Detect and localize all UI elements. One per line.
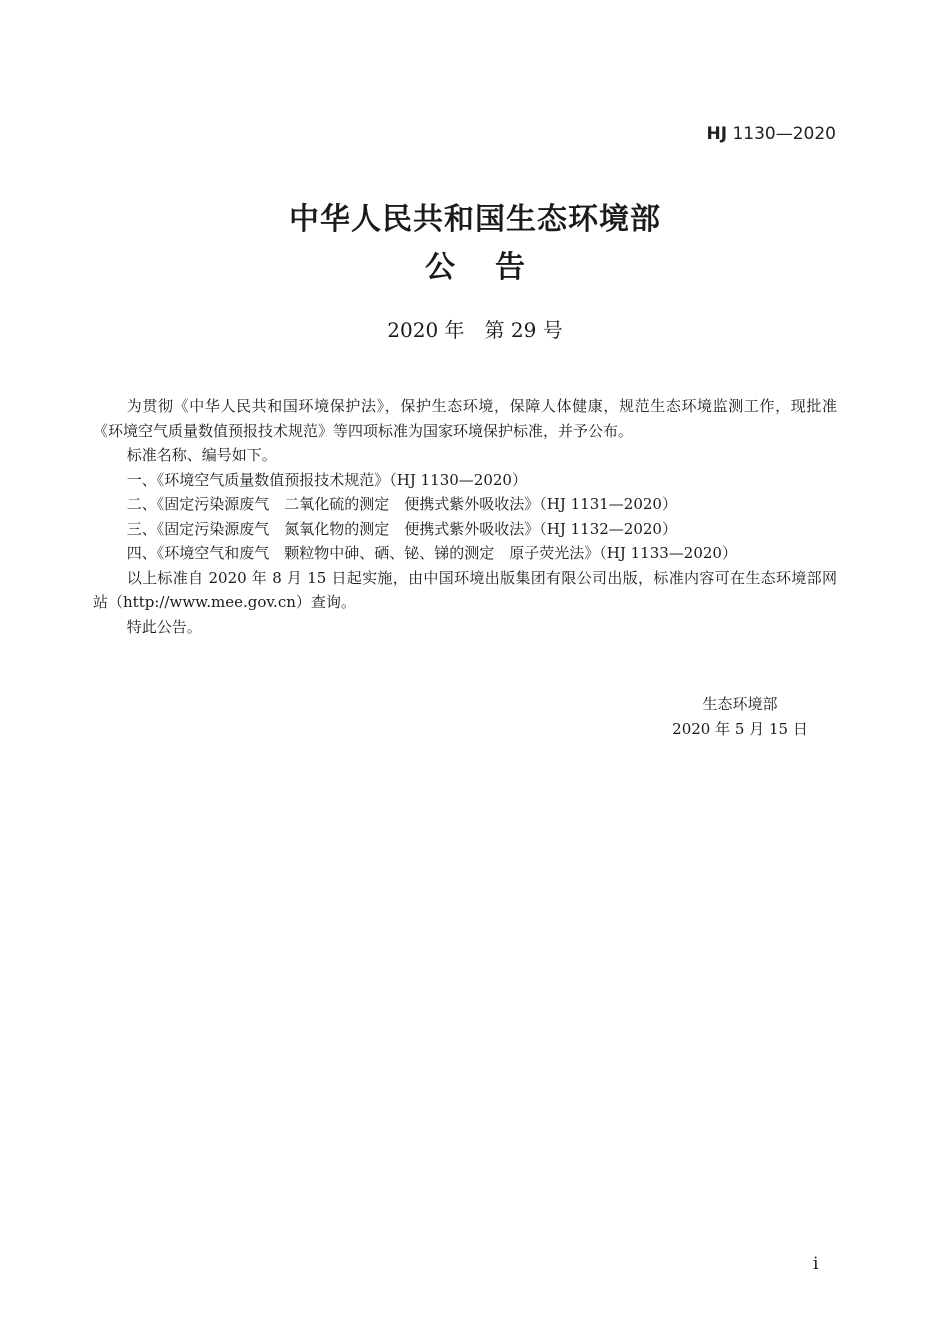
standard-item-3: 三、《固定污染源废气 氮氧化物的测定 便携式紫外吸收法》（HJ 1132—2020） bbox=[126, 519, 677, 538]
notice-title: 公告 bbox=[425, 250, 565, 285]
effective-paragraph: 以上标准自 2020 年 8 月 15 日起实施，由中国环境出版集团有限公司出版，标准内容可在生态环境部网站（http://www.mee.gov.cn）查询。 bbox=[93, 568, 837, 611]
issue-number: 2020 年 第 29 号 bbox=[387, 318, 563, 342]
signature-block bbox=[660, 692, 820, 741]
list-heading: 标准名称、编号如下。 bbox=[126, 446, 277, 464]
standard-item-2: 二、《固定污染源废气 二氧化硫的测定 便携式紫外吸收法》（HJ 1131—2020） bbox=[126, 495, 677, 513]
issuer-name: 生态环境部 bbox=[702, 695, 778, 713]
page-number: i bbox=[813, 1254, 819, 1274]
notice-body bbox=[93, 394, 837, 639]
standard-prefix: HJ bbox=[706, 124, 728, 144]
agency-title: 中华人民共和国生态环境部 bbox=[289, 202, 661, 237]
standard-code bbox=[707, 124, 837, 144]
intro-paragraph: 为贯彻《中华人民共和国环境保护法》，保护生态环境，保障人体健康，规范生态环境监测工作，现批准《环境空气质量数值预报技术规范》等四项标准为国家环境保护标准，并予公布。 bbox=[93, 397, 837, 440]
issue-date: 2020 年 5 月 15 日 bbox=[672, 719, 808, 738]
standard-item-1: 一、《环境空气质量数值预报技术规范》（HJ 1130—2020） bbox=[126, 470, 527, 489]
standard-number: 1130—2020 bbox=[732, 124, 836, 144]
standard-item-4: 四、《环境空气和废气 颗粒物中砷、硒、铋、锑的测定 原子荧光法》（HJ 1133—2020） bbox=[126, 544, 737, 562]
closing-line: 特此公告。 bbox=[126, 617, 202, 636]
